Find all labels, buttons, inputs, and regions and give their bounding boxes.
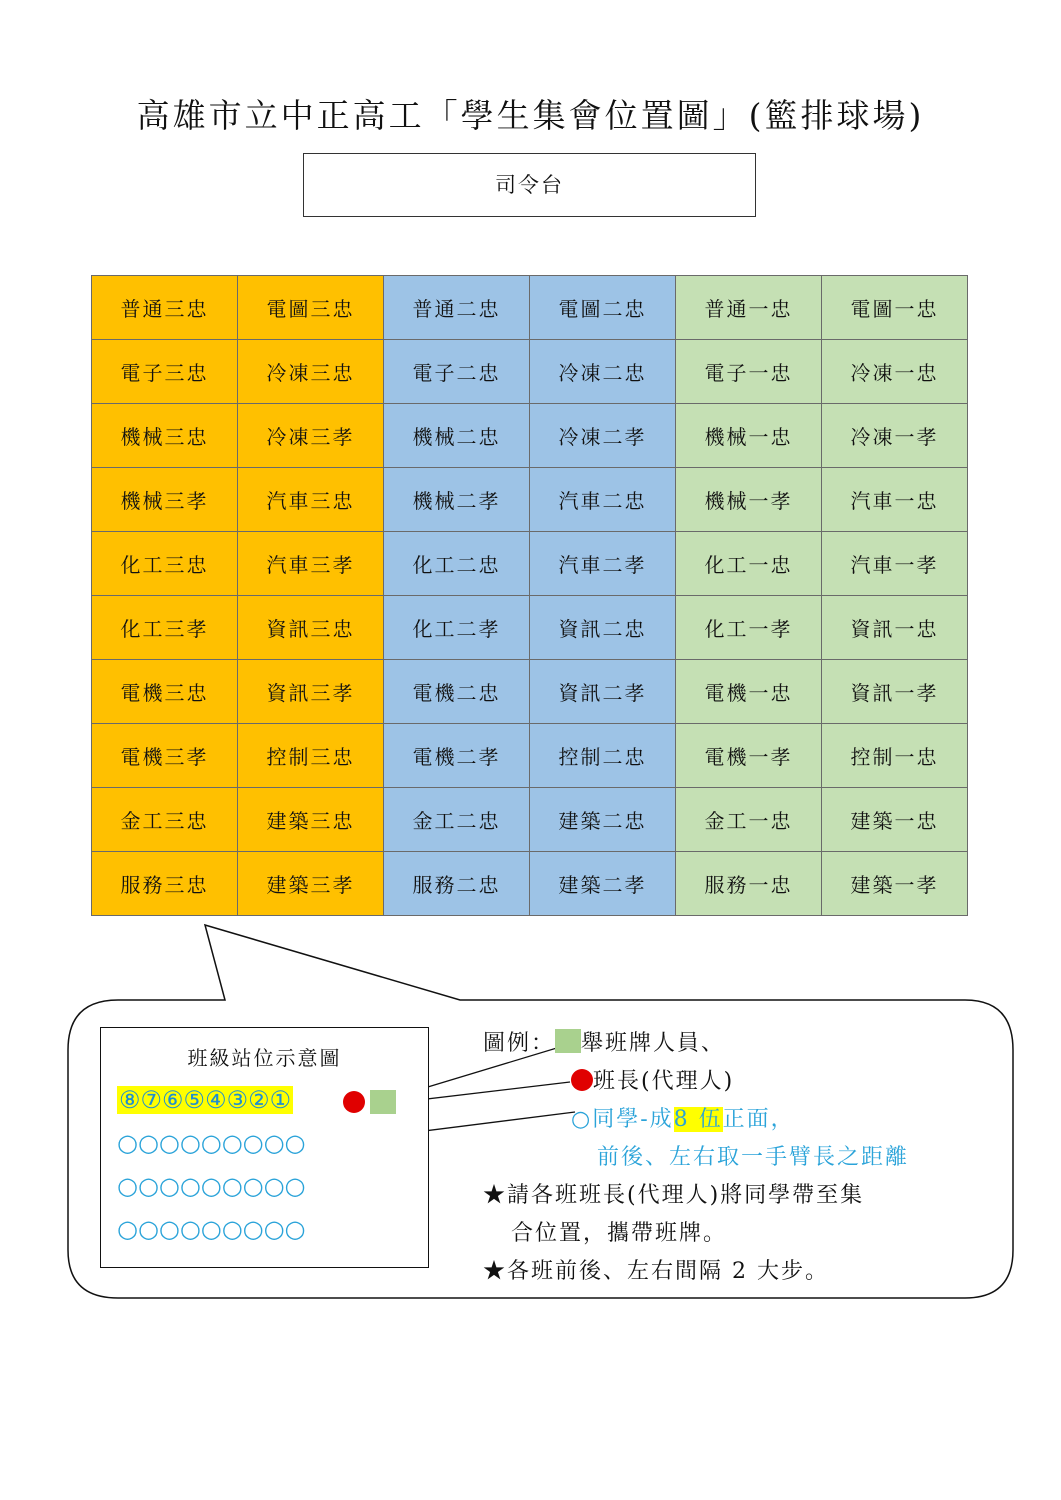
class-cell: 建築一孝 [822,852,968,916]
class-cell: 控制二忠 [530,724,676,788]
class-cell: 機械二忠 [384,404,530,468]
class-cell: 電機二忠 [384,660,530,724]
command-stage-box: 司令台 [303,153,756,217]
legend-students-count: 8 伍 [673,1107,723,1132]
class-cell: 建築二忠 [530,788,676,852]
class-cell: 資訊三孝 [238,660,384,724]
class-cell: 電機一忠 [676,660,822,724]
class-cell: 電圖二忠 [530,276,676,340]
diagram-row-numbered [117,1083,293,1117]
class-leader-marker [343,1091,365,1113]
class-cell: 資訊二忠 [530,596,676,660]
class-cell: 化工三忠 [92,532,238,596]
diagram-row-3: ○○○○○○○○○ [117,1172,306,1200]
green-square-icon [555,1029,581,1053]
numbered-students: ⑧⑦⑥⑤④③②① [119,1086,292,1114]
legend-leader-text: 班長(代理人) [593,1069,735,1094]
diagram-row-2: ○○○○○○○○○ [117,1129,306,1157]
note-1b: 合位置，攜帶班牌。 [511,1221,728,1246]
legend-prefix: 圖例： [483,1031,556,1056]
class-cell: 冷凍一孝 [822,404,968,468]
class-cell: 汽車三忠 [238,468,384,532]
class-cell: 電機二孝 [384,724,530,788]
red-dot-icon [571,1069,593,1091]
legend-sign-holder-text: 舉班牌人員、 [581,1031,726,1056]
class-cell: 化工一孝 [676,596,822,660]
class-cell: 冷凍三忠 [238,340,384,404]
legend-students-text: ○同學-成 [571,1107,674,1132]
class-position-diagram [100,1027,429,1268]
class-cell: 普通一忠 [676,276,822,340]
class-cell: 機械一孝 [676,468,822,532]
class-cell: 資訊一孝 [822,660,968,724]
class-cell: 普通三忠 [92,276,238,340]
class-cell: 冷凍二孝 [530,404,676,468]
class-cell: 資訊二孝 [530,660,676,724]
class-cell: 建築二孝 [530,852,676,916]
class-cell: 電機一孝 [676,724,822,788]
class-cell: 汽車二孝 [530,532,676,596]
note-2: ★各班前後、左右間隔 2 大步。 [483,1259,829,1284]
note-1a: ★請各班班長(代理人)將同學帶至集 [483,1183,865,1208]
class-cell: 建築一忠 [822,788,968,852]
class-cell: 化工三孝 [92,596,238,660]
class-cell: 冷凍一忠 [822,340,968,404]
class-cell: 汽車二忠 [530,468,676,532]
class-cell: 電子一忠 [676,340,822,404]
class-cell: 金工三忠 [92,788,238,852]
class-cell: 金工一忠 [676,788,822,852]
class-cell: 汽車三孝 [238,532,384,596]
class-cell: 電機三孝 [92,724,238,788]
class-cell: 建築三孝 [238,852,384,916]
class-cell: 冷凍二忠 [530,340,676,404]
diagram-row-4: ○○○○○○○○○ [117,1215,306,1243]
legend-sign-holder [483,1025,725,1063]
class-cell: 汽車一孝 [822,532,968,596]
page-title: 高雄市立中正高工「學生集會位置圖」(籃排球場) [136,96,925,135]
class-cell: 電機三忠 [92,660,238,724]
class-cell: 冷凍三孝 [238,404,384,468]
class-cell: 化工二忠 [384,532,530,596]
class-cell: 資訊三忠 [238,596,384,660]
class-cell: 控制一忠 [822,724,968,788]
class-cell: 機械二孝 [384,468,530,532]
class-cell: 金工二忠 [384,788,530,852]
class-cell: 機械一忠 [676,404,822,468]
class-cell: 服務三忠 [92,852,238,916]
class-cell: 普通二忠 [384,276,530,340]
class-cell: 汽車一忠 [822,468,968,532]
legend-students [571,1101,795,1139]
class-cell: 電子二忠 [384,340,530,404]
class-cell: 電子三忠 [92,340,238,404]
class-cell: 機械三孝 [92,468,238,532]
sign-holder-marker [370,1090,396,1114]
legend-leader [571,1063,734,1101]
legend-spacing: 前後、左右取一手臂長之距離 [597,1145,910,1170]
class-cell: 電圖三忠 [238,276,384,340]
class-cell: 化工一忠 [676,532,822,596]
diagram-title: 班級站位示意圖 [187,1046,342,1070]
class-cell: 資訊一忠 [822,596,968,660]
class-cell: 化工二孝 [384,596,530,660]
class-cell: 服務二忠 [384,852,530,916]
class-cell: 服務一忠 [676,852,822,916]
class-cell: 機械三忠 [92,404,238,468]
class-cell: 建築三忠 [238,788,384,852]
class-cell: 電圖一忠 [822,276,968,340]
legend-students-facing: 正面， [722,1107,795,1132]
class-cell: 控制三忠 [238,724,384,788]
